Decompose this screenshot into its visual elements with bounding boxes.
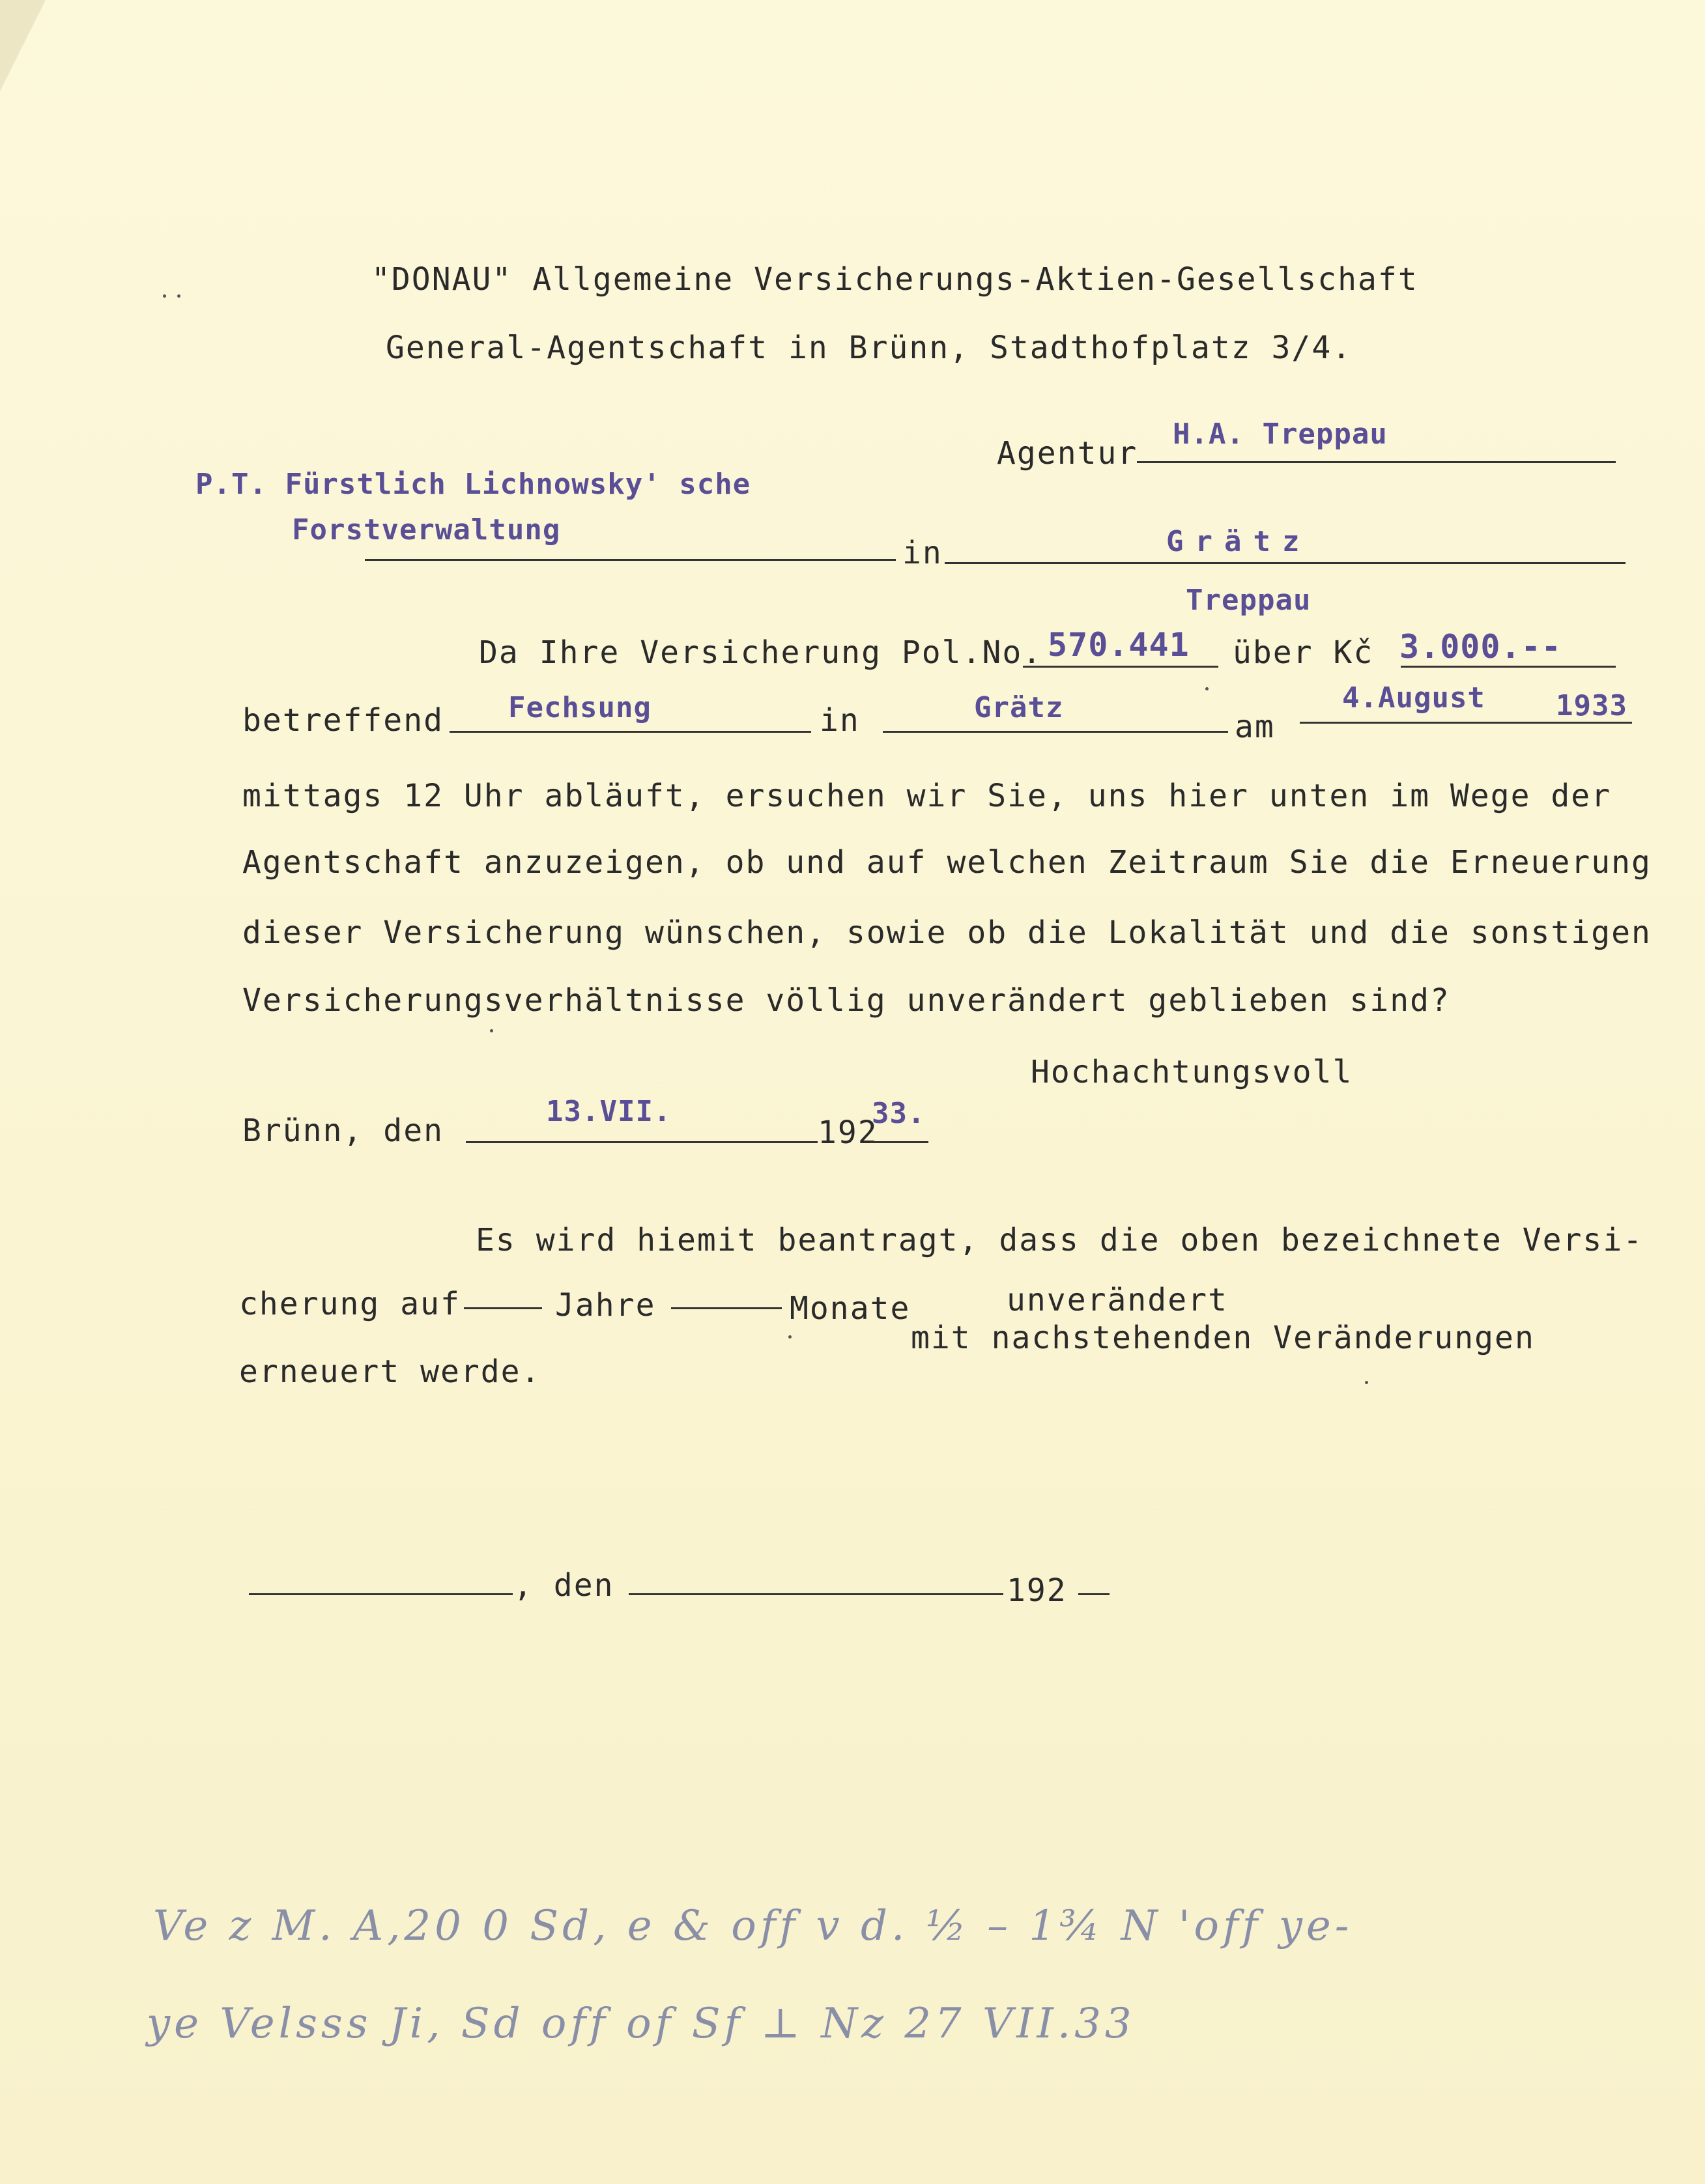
paper-speck — [163, 294, 166, 298]
letterhead-agency: General-Agentschaft in Brünn, Stadthofplatz 3/4. — [386, 330, 1353, 366]
recipient-line1: P.T. Fürstlich Lichnowsky' sche — [195, 468, 751, 501]
am-label: am — [1235, 709, 1275, 745]
renewal-line1: Es wird hiemit beantragt, dass die oben bezeichnete Versi- — [476, 1222, 1644, 1258]
agentur-value: H.A. Treppau — [1173, 418, 1388, 451]
notice-line5: dieser Versicherung wünschen, sowie ob die Lokalität und die sonstigen — [242, 915, 1652, 951]
option-mit-veraenderungen: mit nachstehenden Veränderungen — [911, 1320, 1535, 1356]
paper-speck — [788, 1335, 792, 1339]
ueber-label: über Kč — [1233, 634, 1374, 671]
renewal-year-prefix: 192 — [1007, 1572, 1067, 1609]
renewal-line2-a: cherung auf — [239, 1286, 461, 1322]
paper-speck — [1365, 1381, 1368, 1384]
paper-speck — [490, 1029, 493, 1032]
renewal-date-line — [629, 1593, 1003, 1595]
monate-label: Monate — [790, 1290, 911, 1327]
betreffend-in-line — [883, 731, 1228, 733]
paper-speck — [177, 294, 180, 298]
paper-speck — [1205, 687, 1209, 690]
place-blank-line — [249, 1593, 513, 1595]
renewal-year-line — [1078, 1593, 1110, 1595]
year-suffix: 33. — [872, 1097, 926, 1130]
date-value: 4.August — [1342, 681, 1485, 715]
policy-line — [1023, 666, 1218, 668]
betreffend-line — [450, 731, 811, 733]
recipient-line — [365, 559, 896, 561]
agentur-label: Agentur — [997, 435, 1138, 472]
year-value: 1933 — [1556, 689, 1627, 722]
place-value: Grätz — [1166, 525, 1311, 558]
letterhead-company: "DONAU" Allgemeine Versicherungs-Aktien-Gesellschaft — [371, 261, 1418, 298]
closing: Hochachtungsvoll — [1031, 1054, 1353, 1090]
place-line — [945, 562, 1626, 564]
amount-value: 3.000.-- — [1399, 628, 1562, 666]
renewal-line3: erneuert werde. — [239, 1354, 541, 1390]
notice-line1-text: Da Ihre Versicherung Pol.No. — [479, 634, 1043, 671]
agentur-line — [1137, 461, 1616, 463]
option-unveraendert: unverändert — [1007, 1282, 1228, 1318]
city-date-line — [466, 1141, 818, 1143]
jahre-line — [464, 1307, 542, 1309]
year-prefix: 192 — [818, 1114, 878, 1151]
notice-line3: mittags 12 Uhr abläuft, ersuchen wir Sie, uns hier unten im Wege der — [242, 778, 1612, 814]
handwritten-note-line2: ye Velsss Ji, Sd off of Sf ⊥ Nz 27 VII.33 — [147, 2000, 1136, 2048]
monate-line — [671, 1307, 782, 1309]
recipient-line2: Forstverwaltung — [292, 513, 561, 546]
handwritten-note-line1: Ve z M. A,20 0 Sd, e & off v d. ½ – 1¾ N 'off ye- — [153, 1902, 1353, 1950]
notice-line6: Versicherungsverhältnisse völlig unverändert geblieben sind? — [242, 982, 1450, 1019]
amount-line — [1401, 666, 1616, 668]
betreffend-in-label: in — [820, 702, 860, 739]
notice-line4: Agentschaft anzuzeigen, ob und auf welchen Zeitraum Sie die Erneuerung — [242, 844, 1652, 881]
city-label: Brünn, den — [242, 1113, 444, 1149]
renewal-den-label: , den — [513, 1567, 614, 1604]
year-suffix-line — [870, 1141, 928, 1143]
district-value: Treppau — [1186, 584, 1311, 617]
jahre-label: Jahre — [555, 1287, 656, 1324]
betreffend-in-value: Grätz — [974, 691, 1064, 724]
betreffend-value: Fechsung — [508, 691, 652, 724]
policy-number: 570.441 — [1048, 626, 1190, 664]
folded-corner — [0, 0, 46, 91]
betreffend-label: betreffend — [242, 702, 444, 739]
city-date-value: 13.VII. — [546, 1095, 672, 1128]
in-label: in — [902, 535, 943, 571]
